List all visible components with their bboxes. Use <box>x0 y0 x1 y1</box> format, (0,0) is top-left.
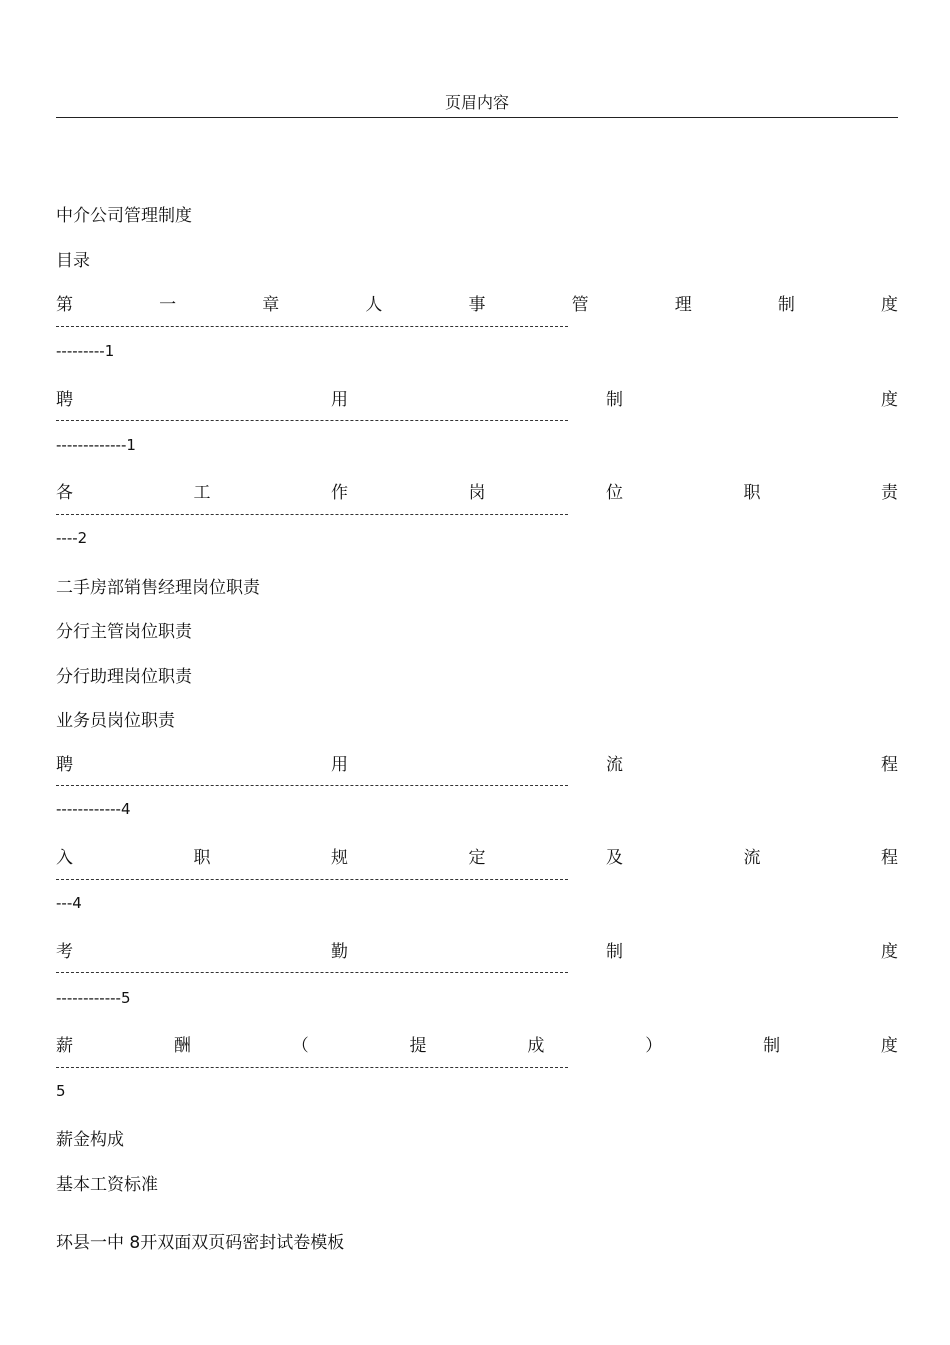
toc-entry-hiring-process <box>56 750 898 775</box>
toc-entry-chapter1 <box>56 290 898 315</box>
toc-char: 一 <box>159 295 177 315</box>
toc-char: （ <box>291 1036 309 1056</box>
toc-sub-item: 分行主管岗位职责 <box>56 622 192 642</box>
toc-page-ref: ------------4 <box>56 800 131 818</box>
leader-dashes <box>56 972 568 973</box>
toc-char: 及 <box>606 848 623 868</box>
toc-char: 用 <box>331 390 348 410</box>
leader-dashes <box>56 326 568 327</box>
toc-page-ref: ----2 <box>56 529 88 547</box>
toc-entry-compensation <box>56 1031 898 1056</box>
toc-char: 制 <box>606 942 623 962</box>
toc-page-ref: 5 <box>56 1082 66 1100</box>
toc-char: 流 <box>743 848 761 868</box>
leader-dashes <box>56 514 568 515</box>
toc-char: 岗 <box>468 483 486 503</box>
toc-char: 聘 <box>56 755 73 775</box>
document-title: 中介公司管理制度 <box>56 206 192 226</box>
leader-dashes <box>56 879 568 880</box>
toc-char: 制 <box>763 1036 781 1056</box>
toc-char: 度 <box>880 1036 898 1056</box>
toc-char: 位 <box>606 483 623 503</box>
toc-char: 考 <box>56 942 73 962</box>
toc-char: 度 <box>881 942 898 962</box>
toc-char: 规 <box>331 848 348 868</box>
toc-char: 用 <box>331 755 348 775</box>
toc-char: 酬 <box>173 1036 191 1056</box>
toc-char: 提 <box>409 1036 427 1056</box>
toc-sub-item: 薪金构成 <box>56 1130 124 1150</box>
toc-char: 勤 <box>331 942 348 962</box>
toc-entry-hiring-policy <box>56 385 898 410</box>
toc-char: 度 <box>881 295 898 315</box>
toc-char: 事 <box>468 295 486 315</box>
toc-page-ref: -------------1 <box>56 436 136 454</box>
toc-char: 成 <box>527 1036 545 1056</box>
toc-char: 第 <box>56 295 73 315</box>
toc-page-ref: ---------1 <box>56 342 115 360</box>
toc-char: 人 <box>365 295 383 315</box>
toc-char: 理 <box>674 295 692 315</box>
toc-char: ） <box>645 1036 663 1056</box>
toc-char: 程 <box>881 848 898 868</box>
toc-char: 职 <box>743 483 761 503</box>
toc-char: 薪 <box>56 1036 73 1056</box>
toc-char: 管 <box>571 295 589 315</box>
leader-dashes <box>56 785 568 786</box>
toc-entry-onboarding <box>56 843 898 868</box>
toc-char: 制 <box>606 390 623 410</box>
toc-char: 章 <box>262 295 280 315</box>
leader-dashes <box>56 1067 568 1068</box>
template-footer-line: 环县一中 8开双面双页码密封试卷模板 <box>56 1233 345 1253</box>
toc-char: 各 <box>56 483 73 503</box>
toc-char: 职 <box>193 848 211 868</box>
toc-entry-job-duties <box>56 478 898 503</box>
toc-char: 聘 <box>56 390 73 410</box>
toc-char: 入 <box>56 848 73 868</box>
toc-char: 工 <box>193 483 211 503</box>
toc-char: 定 <box>468 848 486 868</box>
toc-char: 流 <box>606 755 623 775</box>
toc-char: 度 <box>881 390 898 410</box>
leader-dashes <box>56 420 568 421</box>
toc-char: 制 <box>777 295 795 315</box>
toc-page-ref: ------------5 <box>56 989 131 1007</box>
toc-char: 责 <box>881 483 898 503</box>
toc-char: 作 <box>331 483 348 503</box>
toc-label: 目录 <box>56 251 90 271</box>
toc-sub-item: 业务员岗位职责 <box>56 711 175 731</box>
toc-sub-item: 分行助理岗位职责 <box>56 667 192 687</box>
toc-page-ref: ---4 <box>56 894 82 912</box>
toc-sub-item: 二手房部销售经理岗位职责 <box>56 578 260 598</box>
toc-char: 程 <box>881 755 898 775</box>
toc-entry-attendance <box>56 937 898 962</box>
toc-sub-item: 基本工资标准 <box>56 1175 158 1195</box>
page-header: 页眉内容 <box>56 90 898 118</box>
